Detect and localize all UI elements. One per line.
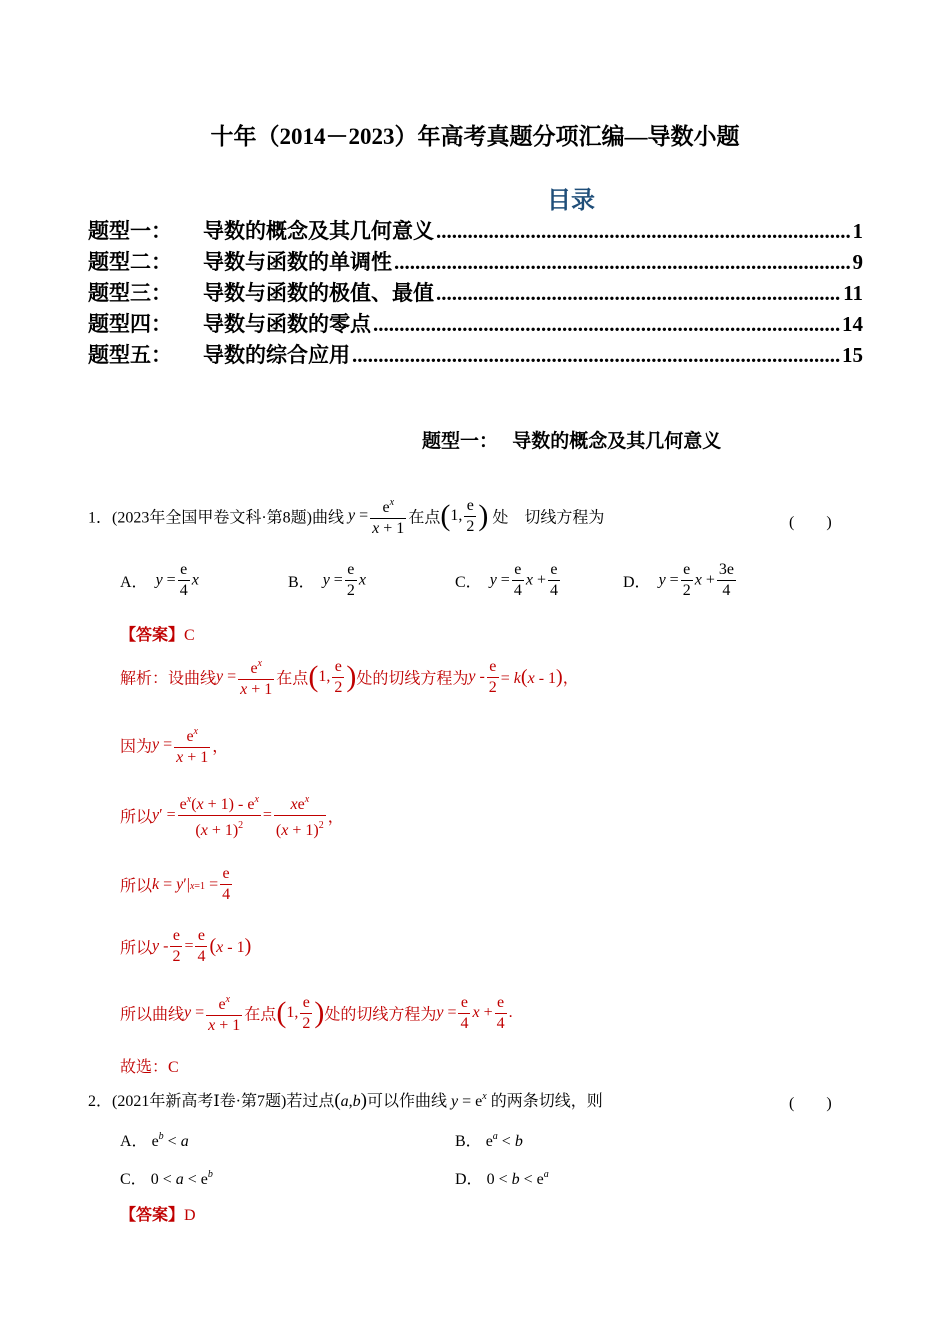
- section-label: 题型一：: [422, 431, 499, 452]
- question-1-stem: 1．(2023年全国甲卷文科·第8题)曲线 y = $\frac{e^x}{x + 1}$ 在点(1, $\frac{e}{2}$ ) 处 切线方程为: [88, 493, 604, 539]
- option-b[interactable]: B． y = $\frac{e}{2}$ x: [288, 561, 366, 599]
- stem-text: 处: [492, 509, 509, 527]
- fraction: $\frac{e^x}{x + 1}$: [370, 493, 406, 539]
- toc-item-page: 11: [843, 281, 863, 305]
- toc-item-label: 题型五：: [88, 343, 172, 367]
- fraction: $\frac{e}{4}$: [460, 993, 469, 1032]
- toc-item[interactable]: [88, 215, 863, 245]
- solution-text: 在点: [276, 670, 309, 688]
- question-2-stem: [88, 1088, 603, 1112]
- question-number: 1．: [88, 509, 113, 527]
- fraction: $\frac{e}{2}$: [488, 657, 497, 696]
- toc-item-text: 导数的概念及其几何意义: [203, 219, 434, 243]
- fraction: $\frac{e}{4}$: [197, 927, 206, 965]
- toc-item[interactable]: [88, 277, 863, 307]
- toc-item-page: 9: [852, 250, 863, 274]
- question-number: 2．: [88, 1093, 113, 1110]
- math-expr: y =: [155, 571, 176, 589]
- page-title: 十年（2014－2023）年高考真题分项汇编—导数小题: [210, 124, 740, 149]
- stem-text: 可以作曲线: [367, 1093, 448, 1110]
- option-a[interactable]: [120, 1128, 189, 1151]
- option-letter: C．: [120, 1171, 147, 1188]
- toc-item-text: 导数的综合应用: [203, 343, 350, 367]
- toc-leader: [352, 343, 840, 368]
- fraction: $\frac{e}{2}$: [172, 927, 181, 965]
- fraction: $\frac{e}{4}$: [513, 561, 522, 599]
- option-letter: B．: [455, 1133, 482, 1150]
- answer-bracket: ( ): [789, 514, 832, 531]
- fraction: $\frac{e}{4}$: [179, 561, 188, 599]
- solution-conclusion: 故选：C: [120, 1059, 179, 1076]
- solution-text: 所以: [120, 940, 153, 957]
- option-c[interactable]: [120, 1166, 213, 1189]
- math-expr: $0 < a < e^b$: [150, 1169, 213, 1188]
- answer-tag: 【答案】: [120, 627, 185, 644]
- solution-text: 所以: [120, 878, 153, 895]
- solution-step-6: 所以曲线y = $\frac{e^x}{x + 1}$ 在点(1, $\frac{e}{2}$ )处的切线方程为y = $\frac{e}{4}$ x + $\frac{e}{4}$ .: [120, 990, 513, 1036]
- stem-text: 在点: [408, 509, 441, 527]
- toc-item-label: 题型四：: [88, 312, 172, 336]
- fraction: $\frac{e^x}{x + 1}$: [206, 990, 242, 1036]
- toc-item-page: 14: [842, 312, 863, 336]
- solution-step-2: 因为y = $\frac{e^x}{x + 1}$ ，: [120, 722, 228, 768]
- toc-item-page: 1: [852, 219, 863, 243]
- fraction: $\frac{e}{4}$: [222, 865, 231, 903]
- toc-leader: [436, 219, 851, 244]
- math-expr: $0 < b < e^a$: [486, 1169, 549, 1188]
- fraction: $\frac{e^x}{x + 1}$: [174, 722, 210, 768]
- toc-leader: [394, 250, 851, 275]
- toc-item[interactable]: [88, 308, 863, 338]
- toc-leader: [436, 281, 841, 306]
- option-d[interactable]: D． y = $\frac{e}{2}$ x + $\frac{3e}{4}$: [623, 561, 734, 599]
- solution-text: 解析：设曲线: [120, 670, 217, 688]
- toc-item-label: 题型二：: [88, 250, 172, 274]
- stem-text: 切线方程为: [524, 509, 605, 527]
- option-letter: B．: [288, 574, 315, 591]
- option-b[interactable]: [455, 1128, 523, 1151]
- math-expr: y =: [658, 571, 679, 589]
- option-letter: C．: [455, 574, 482, 591]
- answer-value: D: [184, 1207, 196, 1224]
- fraction: $\frac{xe^x}{(x + 1)^2}$: [274, 790, 326, 841]
- toc-item-label: 题型三：: [88, 281, 172, 305]
- toc-item-text: 导数与函数的极值、最值: [203, 281, 434, 305]
- option-letter: D．: [455, 1171, 483, 1188]
- option-letter: A．: [120, 1133, 148, 1150]
- solution-text: 处的切线方程为: [324, 1006, 437, 1024]
- toc-leader: [373, 312, 840, 337]
- math-expr: $e^a < b$: [485, 1131, 523, 1150]
- math-expr: y =: [489, 571, 510, 589]
- solution-text: 因为: [120, 738, 153, 756]
- fraction: $\frac{e}{4}$: [549, 561, 558, 599]
- math-expr: (a,b): [334, 1090, 367, 1111]
- fraction: $\frac{e}{2}$: [466, 496, 475, 535]
- answer-value: C: [184, 627, 195, 644]
- fraction: $\frac{e^x}{x + 1}$: [238, 654, 274, 700]
- question-source: (2023年全国甲卷文科·第8题): [112, 509, 313, 527]
- option-c[interactable]: C． y = $\frac{e}{4}$ x + $\frac{e}{4}$: [455, 561, 558, 599]
- solution-text: 处的切线方程为: [356, 670, 469, 688]
- answer-line: [120, 622, 195, 645]
- stem-text: 曲线: [312, 509, 345, 527]
- toc-item-label: 题型一：: [88, 219, 172, 243]
- toc-heading: 目录: [547, 188, 595, 214]
- toc-item-page: 15: [842, 343, 863, 367]
- question-source: (2021年新高考Ⅰ卷·第7题): [112, 1093, 287, 1110]
- stem-text: 若过点: [286, 1093, 335, 1110]
- fraction: $\frac{e}{2}$: [334, 657, 343, 696]
- solution-text: 在点: [244, 1006, 277, 1024]
- fraction: $\frac{e}{2}$: [682, 561, 691, 599]
- fraction: $\frac{3e}{4}$: [718, 561, 734, 599]
- option-letter: D．: [623, 574, 651, 591]
- option-a[interactable]: A． y = $\frac{e}{4}$ x: [120, 561, 199, 599]
- section-heading: [422, 426, 721, 453]
- answer-line: [120, 1202, 196, 1225]
- answer-bracket: ( ): [789, 1095, 832, 1112]
- solution-text: 所以: [120, 809, 153, 826]
- toc-item-text: 导数与函数的零点: [203, 312, 371, 336]
- option-d[interactable]: [455, 1166, 549, 1189]
- answer-tag: 【答案】: [120, 1207, 185, 1224]
- fraction: $\frac{e}{2}$: [346, 561, 355, 599]
- toc-item[interactable]: [88, 246, 863, 276]
- option-letter: A．: [120, 574, 148, 591]
- math-expr: $e^b < a$: [151, 1131, 189, 1150]
- solution-step-4: 所以k = y′|x=1 = $\frac{e}{4}$: [120, 865, 231, 903]
- math-expr: $y = e^x$: [451, 1091, 487, 1110]
- solution-step-1: 解析：设曲线y = $\frac{e^x}{x + 1}$ 在点(1, $\frac{e}{2}$ )处的切线方程为y - $\frac{e}{2}$ = k(x - 1)，: [120, 654, 579, 700]
- fraction: $\frac{e}{2}$: [302, 993, 311, 1032]
- math-expr: y =: [348, 507, 369, 524]
- stem-text: 的两条切线，则: [490, 1093, 603, 1110]
- solution-text: 所以曲线: [120, 1006, 185, 1024]
- toc-item-text: 导数与函数的单调性: [203, 250, 392, 274]
- fraction: $\frac{e}{4}$: [496, 993, 505, 1032]
- math-expr: y =: [322, 571, 343, 589]
- fraction: $\frac{e^x(x + 1) - e^x}{(x + 1)^2}$: [178, 790, 261, 841]
- solution-step-5: 所以y - $\frac{e}{2}$ = $\frac{e}{4}$ (x - 1): [120, 927, 252, 965]
- section-title: 导数的概念及其几何意义: [512, 431, 722, 452]
- solution-step-3: 所以y′ = $\frac{e^x(x + 1) - e^x}{(x + 1)^2}$ = $\frac{xe^x}{(x + 1)^2}$ ，: [120, 790, 344, 841]
- toc-item[interactable]: [88, 339, 863, 369]
